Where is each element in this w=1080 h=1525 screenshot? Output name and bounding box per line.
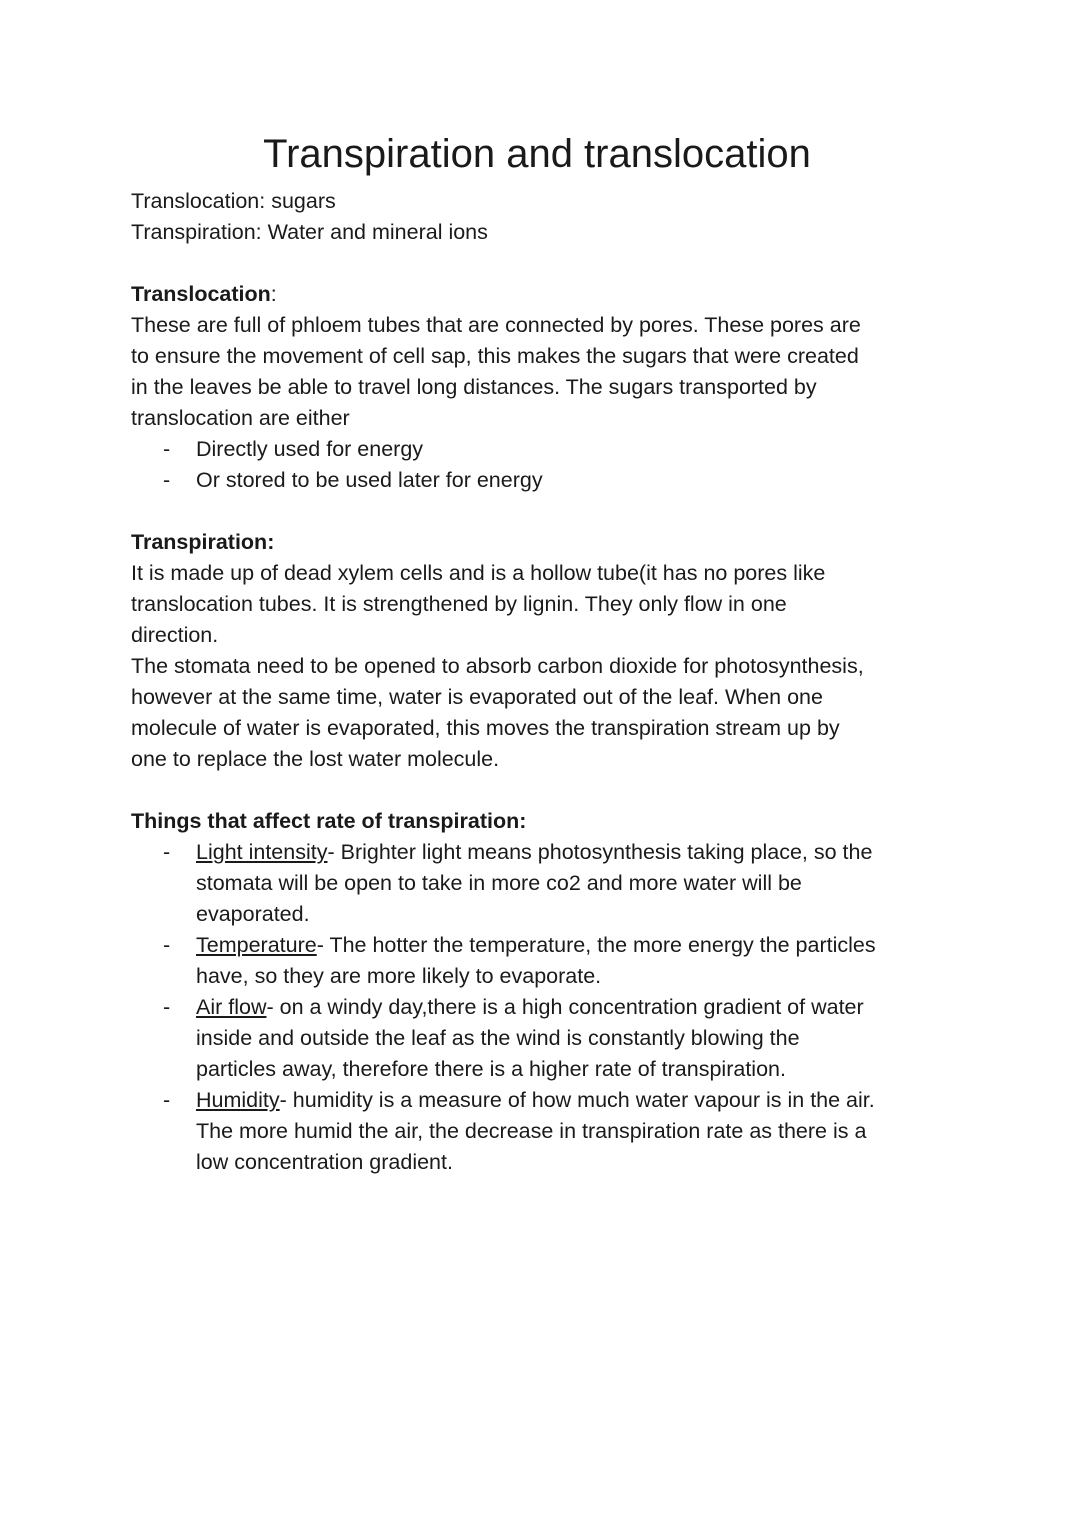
factor-term: Air flow xyxy=(196,995,267,1019)
transpiration-text-line: It is made up of dead xylem cells and is a hollow tube(it has no pores like xyxy=(131,561,826,585)
translocation-text-line: in the leaves be able to travel long distances. The sugars transported by xyxy=(131,375,817,399)
factor-term: Light intensity xyxy=(196,840,328,864)
translocation-heading: Translocation: xyxy=(131,282,277,306)
translocation-text-line: translocation are either xyxy=(131,406,350,430)
translocation-text-line: These are full of phloem tubes that are connected by pores. These pores are xyxy=(131,313,861,337)
factor-term: Humidity xyxy=(196,1088,280,1112)
transpiration-text-line: The stomata need to be opened to absorb carbon dioxide for photosynthesis, xyxy=(131,654,864,678)
list-item: - Directly used for energy xyxy=(163,437,424,461)
transpiration-text-line: however at the same time, water is evaporated out of the leaf. When one xyxy=(131,685,823,709)
summary-line-translocation: Translocation: sugars xyxy=(131,189,336,213)
transpiration-text-line: molecule of water is evaporated, this moves the transpiration stream up by xyxy=(131,716,840,740)
translocation-bullet-list xyxy=(131,434,951,496)
factor-item-temperature: - Temperature- The hotter the temperature, the more energy the particles have, so they are more likely to evaporate. xyxy=(163,933,876,988)
factor-term: Temperature xyxy=(196,933,317,957)
document-title: Transpiration and translocation xyxy=(263,132,811,176)
factors-heading: Things that affect rate of transpiration: xyxy=(131,809,527,833)
transpiration-text-line: translocation tubes. It is strengthened by lignin. They only flow in one xyxy=(131,592,787,616)
factors-list xyxy=(131,837,951,1178)
transpiration-text-line: direction. xyxy=(131,623,219,647)
transpiration-text-line: one to replace the lost water molecule. xyxy=(131,747,500,771)
factor-item-humidity: - Humidity- humidity is a measure of how much water vapour is in the air. The more humid the air, the decrease in transpiration rate as there is a low concentration gradient. xyxy=(163,1088,875,1174)
factor-item-air-flow: - Air flow- on a windy day,there is a high concentration gradient of water inside and outside the leaf as the wind is constantly blowing the particles away, therefore there is a higher rate of transpiration. xyxy=(163,995,864,1081)
translocation-text-line: to ensure the movement of cell sap, this makes the sugars that were created xyxy=(131,344,859,368)
transpiration-heading: Transpiration: xyxy=(131,530,275,554)
summary-line-transpiration: Transpiration: Water and mineral ions xyxy=(131,220,488,244)
document-page xyxy=(131,128,951,1178)
list-item: - Or stored to be used later for energy xyxy=(163,468,543,492)
factor-item-light-intensity: - Light intensity- Brighter light means photosynthesis taking place, so the stomata will be open to take in more co2 and more water will be evaporated. xyxy=(163,840,873,926)
